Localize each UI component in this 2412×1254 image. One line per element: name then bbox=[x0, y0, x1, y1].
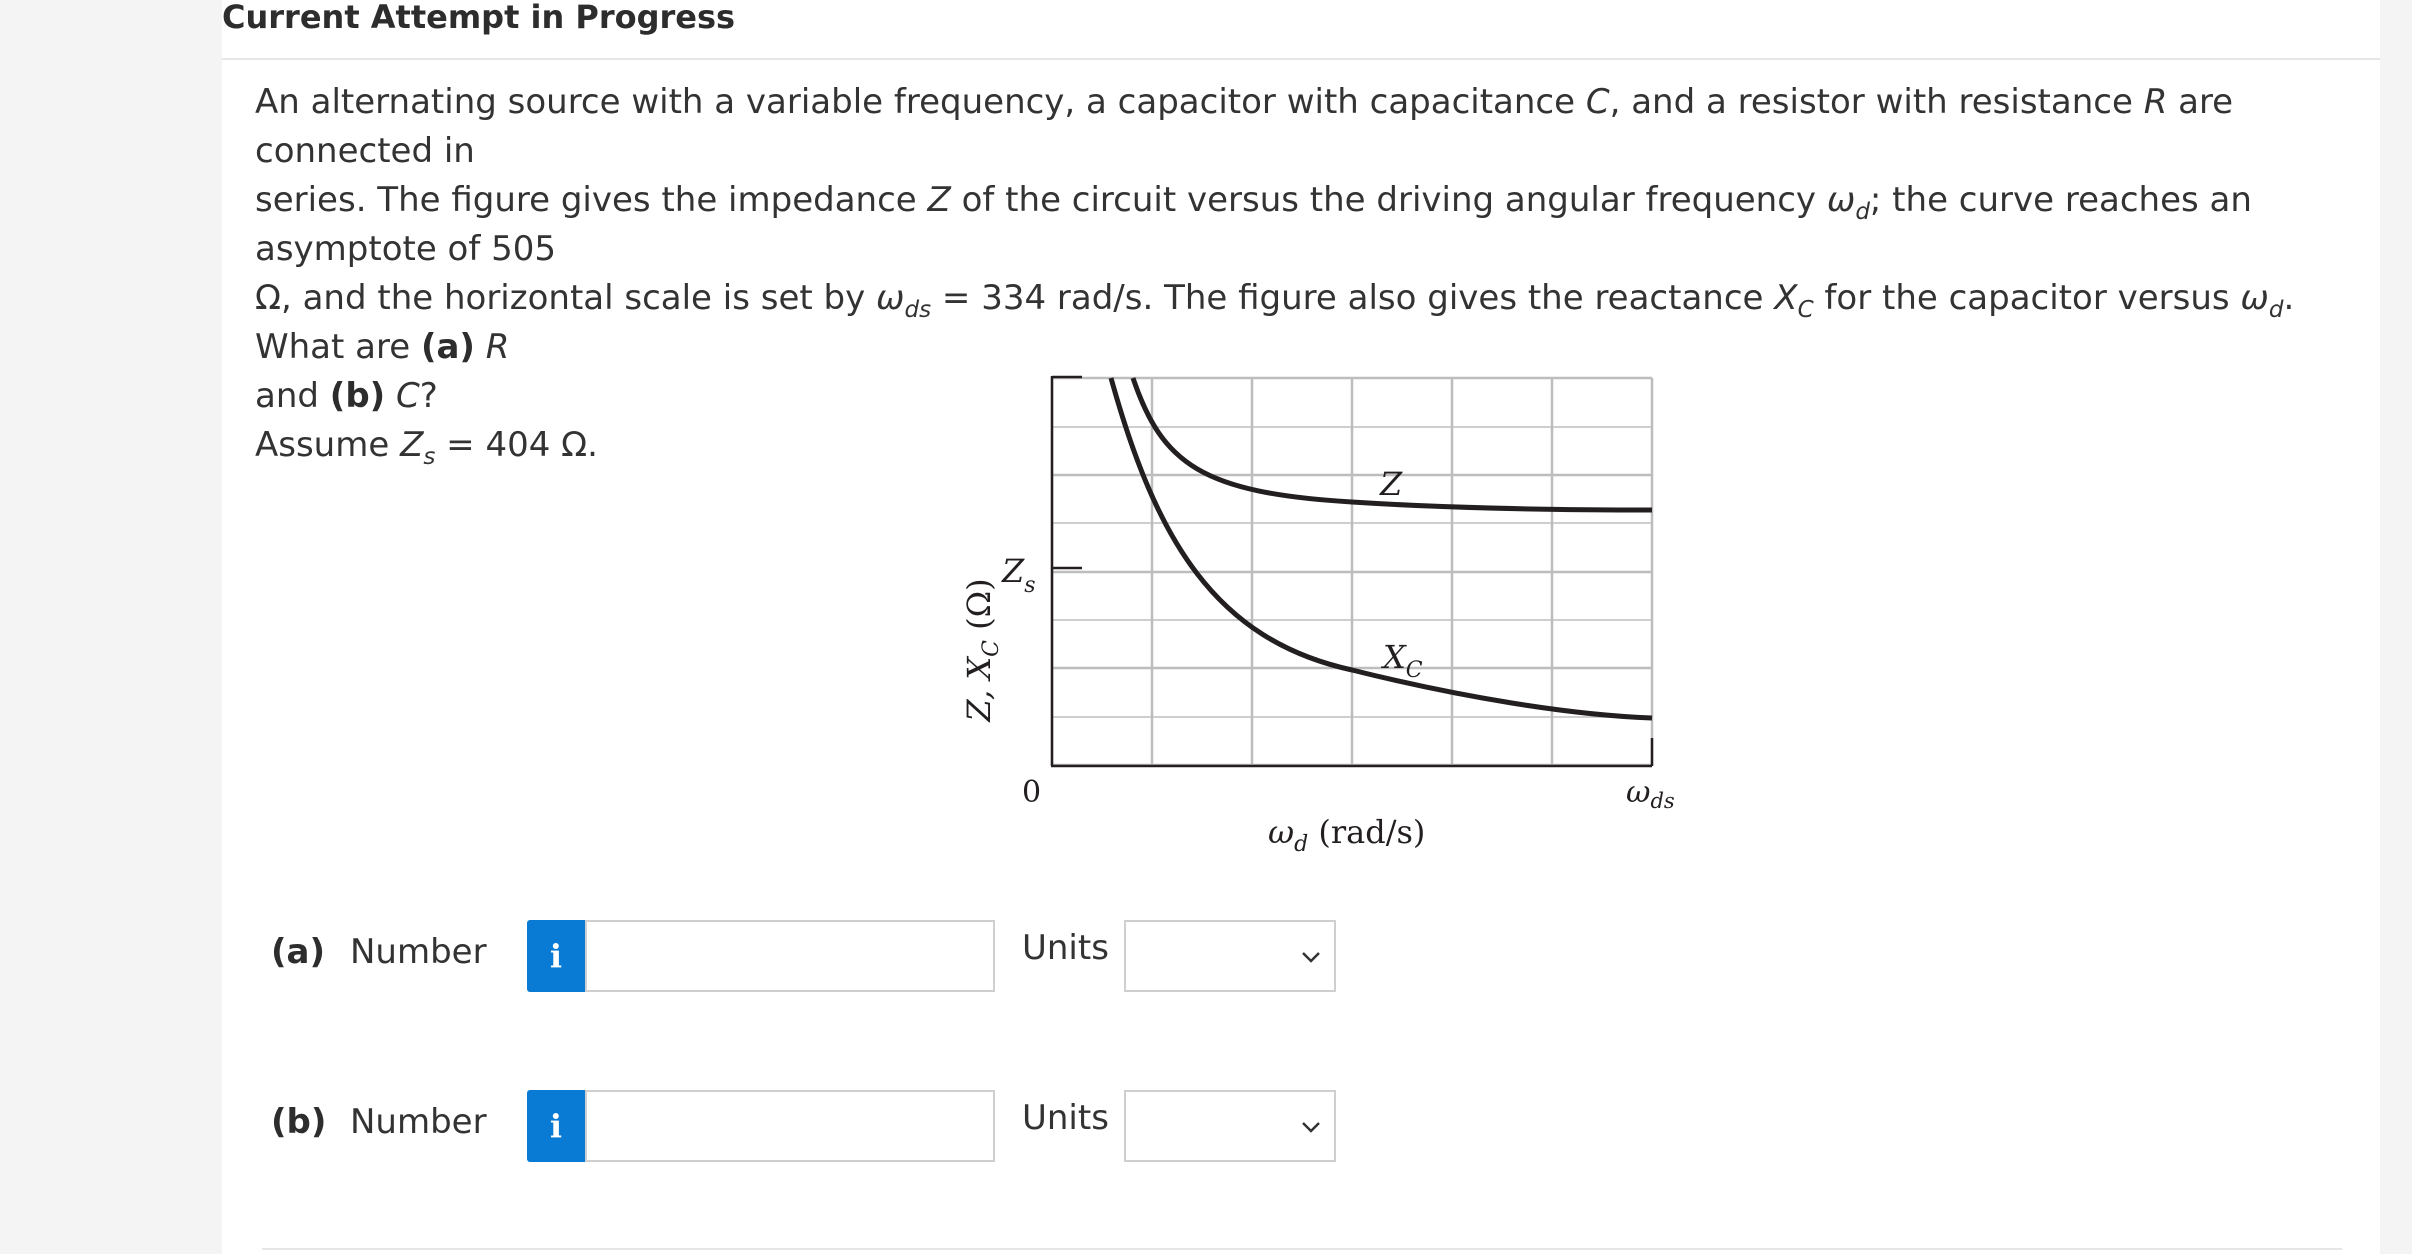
info-icon[interactable]: i bbox=[527, 920, 585, 992]
origin-label: 0 bbox=[1022, 775, 1042, 810]
zs-label: $Z_s$ bbox=[1002, 552, 1036, 598]
text-run: are connected in bbox=[255, 82, 2234, 171]
subscript: C bbox=[1797, 296, 1814, 323]
left-gutter bbox=[0, 0, 222, 1254]
number-label: Number bbox=[350, 932, 487, 972]
subscript: d bbox=[1855, 198, 1870, 225]
symbol-c: C bbox=[396, 376, 420, 416]
text-run: = 334 rad/s. The figure also gives the reactance bbox=[931, 278, 1775, 318]
units-select-a[interactable] bbox=[1124, 920, 1336, 992]
units-label: Units bbox=[1022, 1098, 1109, 1138]
part-label: (b) bbox=[271, 1102, 327, 1142]
x-axis-label: $\omega_d$ (rad/s) bbox=[1268, 813, 1426, 857]
units-select-b[interactable] bbox=[1124, 1090, 1336, 1162]
part-label: (a) bbox=[271, 932, 326, 972]
number-input-b[interactable] bbox=[585, 1090, 995, 1162]
symbol-z: Z bbox=[400, 425, 424, 465]
question-line-2 bbox=[255, 176, 2355, 274]
part-b-marker: (b) bbox=[329, 376, 386, 416]
x-end-label: $\omega_{ds}$ bbox=[1626, 775, 1675, 813]
symbol-x: X bbox=[1774, 278, 1798, 318]
subscript: ds bbox=[904, 296, 932, 323]
y-axis-label: Z, $X_C$ (Ω) bbox=[960, 578, 1004, 722]
bottom-divider bbox=[262, 1248, 2342, 1250]
symbol-z: Z bbox=[927, 180, 951, 220]
text-run: , and a resistor with resistance bbox=[1609, 82, 2144, 122]
symbol-omega: ω bbox=[2240, 278, 2269, 318]
units-label: Units bbox=[1022, 928, 1109, 968]
figure-svg bbox=[900, 350, 1700, 870]
text-run: ; the curve reaches an asymptote of 505 bbox=[255, 180, 2252, 269]
symbol-c: C bbox=[1585, 82, 1610, 122]
text-run: = 404 Ω. bbox=[435, 425, 598, 465]
chevron-down-icon bbox=[1300, 1116, 1322, 1138]
header-divider bbox=[222, 58, 2380, 60]
number-label: Number bbox=[350, 1102, 487, 1142]
text-run: of the circuit versus the driving angular frequency bbox=[950, 180, 1827, 220]
symbol-r: R bbox=[2143, 82, 2168, 122]
subscript: d bbox=[2268, 296, 2284, 323]
grid-lines bbox=[1052, 378, 1652, 765]
impedance-figure bbox=[900, 350, 1700, 870]
symbol-omega: ω bbox=[876, 278, 905, 318]
text-run: . What are bbox=[255, 278, 2295, 367]
xc-curve-label: $X_C$ bbox=[1383, 638, 1423, 683]
text-run: for the capacitor versus bbox=[1813, 278, 2241, 318]
symbol-omega: ω bbox=[1826, 180, 1856, 220]
info-icon[interactable]: i bbox=[527, 1090, 585, 1162]
chevron-down-icon bbox=[1300, 946, 1322, 968]
number-input-a[interactable] bbox=[585, 920, 995, 992]
question-line-1 bbox=[255, 78, 2355, 176]
text-run: and bbox=[255, 376, 330, 416]
part-a-marker: (a) bbox=[420, 327, 475, 367]
symbol-r: R bbox=[485, 327, 510, 367]
text-run: ? bbox=[419, 376, 438, 416]
text-run: series. The figure gives the impedance bbox=[255, 180, 928, 220]
text-run: An alternating source with a variable frequency, a capacitor with capacitance bbox=[255, 82, 1586, 122]
text-run: Ω, and the horizontal scale is set by bbox=[255, 278, 877, 318]
right-gutter bbox=[2380, 0, 2412, 1254]
answer-row-b bbox=[255, 1084, 1455, 1164]
subscript: s bbox=[423, 443, 436, 470]
page-title: Current Attempt in Progress bbox=[222, 0, 736, 36]
answer-row-a bbox=[255, 914, 1455, 994]
z-curve-label: Z bbox=[1380, 465, 1403, 503]
text-run: Assume bbox=[255, 425, 401, 465]
